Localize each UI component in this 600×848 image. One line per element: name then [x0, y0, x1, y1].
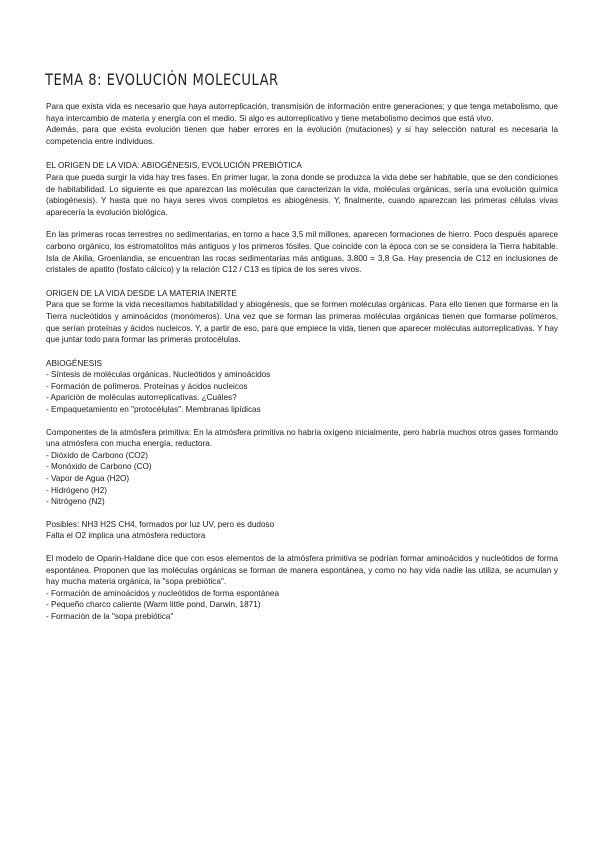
- paragraph: En las primeras rocas terrestres no sedimentarias, en torno a hace 3,5 mil millones, aparecen formaciones de hierro. Poco después aparece carbono orgánico, los estromatolitos más antiguos y los primeros fósiles. Que coincide con la época con se se considera la Tierra habitable. Isla de Akilia, Groenlandia, se encuentran las rocas sedimentarias más antiguas, 3.800 = 3,8 Ga. Hay presencia de C12 en inclusiones de cristales de apatito (fosfato cálcico) y la relación C12 / C13 es típica de los seres vivos.: [46, 230, 558, 275]
- list-item: - Nitrógeno (N2): [46, 497, 105, 507]
- list-item: - Hidrógeno (H2): [46, 485, 107, 495]
- paragraph: Para que se forme la vida necesitamos habitabilidad y abiogénesis, que se formen moléculas orgánicas. Para ello tienen que formarse en la Tierra nucleótidos y aminoácidos (monómeros). Una vez que se forman las primeras moléculas orgánicas tienen que formarse polímeros, que serían proteínas y ácidos nucleicos. Y, a partir de eso, para que empiece la vida, tienen que aparecer moléculas autorreplicativas. Y hay que juntar todo para formar las primeras protocélulas.: [46, 300, 558, 345]
- list-item: - Síntesis de moléculas orgánicas. Nucleótidos y aminoácidos: [46, 370, 271, 380]
- intro-paragraph: Además, para que exista evolución tienen que haber errores en la evolución (mutaciones) y si hay selección natural es necesaria la competencia entre individuos.: [46, 125, 558, 146]
- section-heading: ORIGEN DE LA VIDA DESDE LA MATERIA INERTE: [46, 288, 237, 298]
- possible-gases-note: [46, 519, 558, 542]
- section-heading: EL ORIGEN DE LA VIDA: ABIOGÉNESIS, EVOLUCIÓN PREBIÓTICA: [46, 161, 302, 171]
- list-item: - Monóxido de Carbono (CO): [46, 462, 152, 472]
- list-item: - Formación de polímeros. Proteínas y ácidos nucleicos: [46, 381, 248, 391]
- paragraph: Componentes de la atmósfera primitiva: En la atmósfera primitiva no habría oxígeno inicialmente, pero habría muchos otros gases formando una atmósfera con mucha energía, reductora.: [46, 427, 558, 449]
- document-body: [46, 101, 558, 623]
- list-item: - Vapor de Agua (H2O): [46, 474, 130, 484]
- page-title: TEMA 8: EVOLUCIÓN MOLECULAR: [45, 70, 279, 89]
- note-line: Falta el O2 implica una atmósfera reductora: [46, 531, 206, 541]
- note-line: Posibles: NH3 H2S CH4, formados por luz UV, pero es dudoso: [46, 519, 275, 529]
- atmosphere-components-list: [46, 450, 558, 508]
- list-item: - Formación de la "sopa prebiótica": [46, 611, 174, 621]
- list-item: - Pequeño charco caliente (Warm little pond, Darwin, 1871): [46, 600, 261, 610]
- list-item: - Formación de aminoácidos y nucleótidos de forma espontánea: [46, 588, 280, 598]
- paragraph: Para que pueda surgir la vida hay tres fases. En primer lugar, la zona donde se produzca la vida debe ser habitable, que se den condiciones de habitabilidad. Lo siguiente es que aparezcan las moléculas que caracterizan la vida, moléculas orgánicas, sería una evolución química (abiogénesis). Y hasta que no haya seres vivos completos es abiogénesis. Y, finalmente, cuando aparezcan las primeras células vivas aparecería la evolución biológica.: [46, 172, 558, 217]
- oparin-haldane-list: [46, 588, 558, 623]
- intro-paragraph: Para que exista vida es necesario que haya autorreplicación, transmisión de información entre generaciones; y que tenga metabolismo, que haya intercambio de materia y energía con el medio. Si algo es autorreplicativo y tiene metabolismo decimos que está vivo.: [46, 102, 558, 123]
- abiogenesis-list: [46, 369, 558, 415]
- paragraph: El modelo de Oparin-Haldane dice que con esos elementos de la atmósfera primitiva se podrían formar aminoácidos y nucleótidos de forma espontánea. Proponen que las moléculas orgánicas se forman de manera espontánea, y como no hay vida nadie las utiliza, se acumulan y hay mucha materia orgánica, la "sopa prebiótica".: [46, 554, 558, 587]
- section-heading: ABIOGÉNESIS: [46, 358, 102, 368]
- list-item: - Empaquetamiento en "protocélulas". Membranas lipídicas: [46, 405, 261, 415]
- list-item: - Aparición de moléculas autorreplicativas. ¿Cuáles?: [46, 393, 237, 403]
- list-item: - Dióxido de Carbono (CO2): [46, 450, 148, 460]
